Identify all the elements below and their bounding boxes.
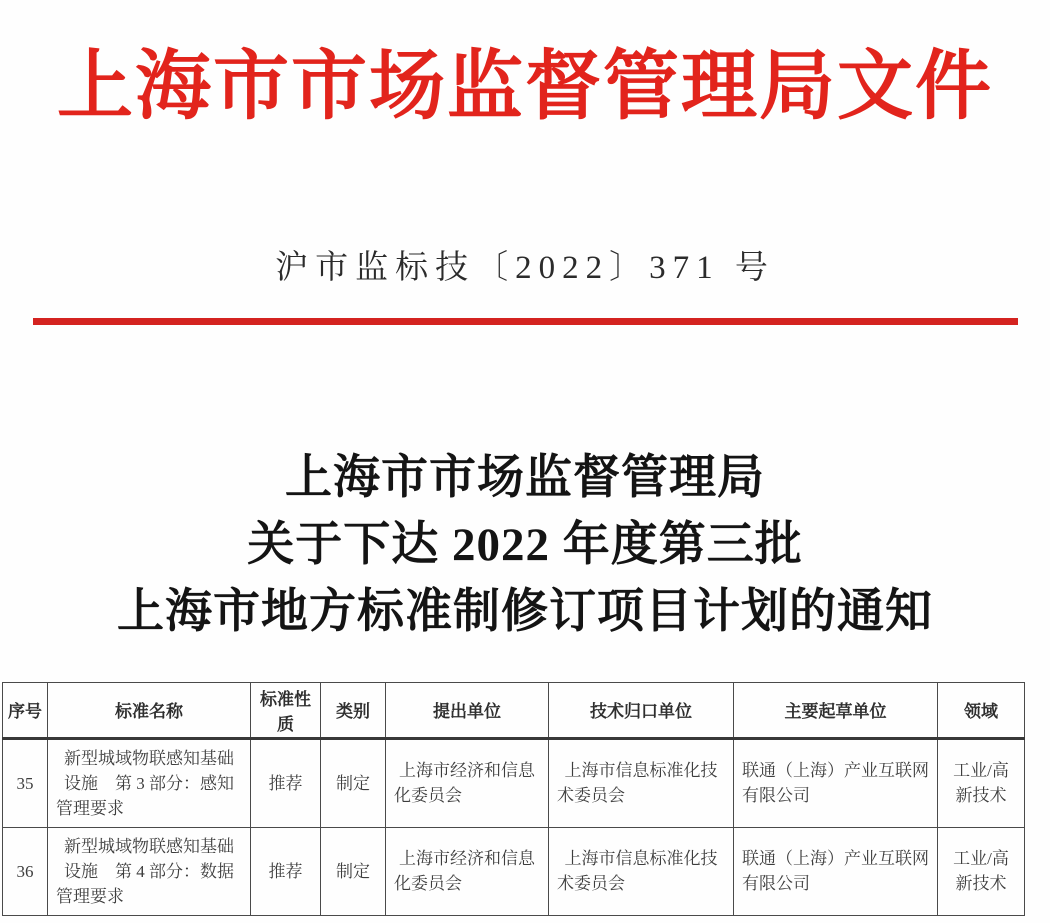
cell-drafter: 联通（上海）产业互联网有限公司	[734, 827, 938, 915]
cell-seq: 36	[3, 827, 48, 915]
cell-tech-unit: 上海市信息标准化技术委员会	[549, 827, 734, 915]
cell-field: 工业/高新技术	[938, 827, 1025, 915]
cell-field: 工业/高新技术	[938, 738, 1025, 827]
col-header-proposer: 提出单位	[386, 682, 549, 738]
col-header-category: 类别	[321, 682, 386, 738]
cell-nature: 推荐	[251, 738, 321, 827]
table-row	[3, 738, 1025, 827]
table-row	[3, 827, 1025, 915]
document-banner-title: 上海市市场监督管理局文件	[57, 45, 993, 129]
table-header-row	[3, 682, 1025, 738]
col-header-seq: 序号	[3, 682, 48, 738]
notice-title-line3: 上海市地方标准制修订项目计划的通知	[117, 585, 933, 638]
cell-seq: 35	[3, 738, 48, 827]
cell-proposer: 上海市经济和信息化委员会	[386, 738, 549, 827]
cell-category: 制定	[321, 738, 386, 827]
notice-title-line2: 关于下达 2022 年度第三批	[247, 518, 803, 571]
cell-tech-unit: 上海市信息标准化技术委员会	[549, 738, 734, 827]
notice-title-line1: 上海市市场监督管理局	[285, 451, 765, 504]
cell-drafter: 联通（上海）产业互联网有限公司	[734, 738, 938, 827]
red-divider-line	[33, 318, 1018, 325]
col-header-field: 领域	[938, 682, 1025, 738]
cell-nature: 推荐	[251, 827, 321, 915]
cell-standard-name: 新型城域物联感知基础设施 第 4 部分：数据管理要求	[48, 827, 251, 915]
document-number: 沪市监标技〔2022〕371 号	[275, 249, 775, 286]
col-header-drafter: 主要起草单位	[734, 682, 938, 738]
cell-proposer: 上海市经济和信息化委员会	[386, 827, 549, 915]
col-header-nature: 标准性质	[251, 682, 321, 738]
notice-title	[0, 445, 1050, 646]
cell-category: 制定	[321, 827, 386, 915]
col-header-standard-name: 标准名称	[48, 682, 251, 738]
col-header-tech-unit: 技术归口单位	[549, 682, 734, 738]
cell-standard-name: 新型城域物联感知基础设施 第 3 部分：感知管理要求	[48, 738, 251, 827]
standards-plan-table	[2, 682, 1025, 916]
